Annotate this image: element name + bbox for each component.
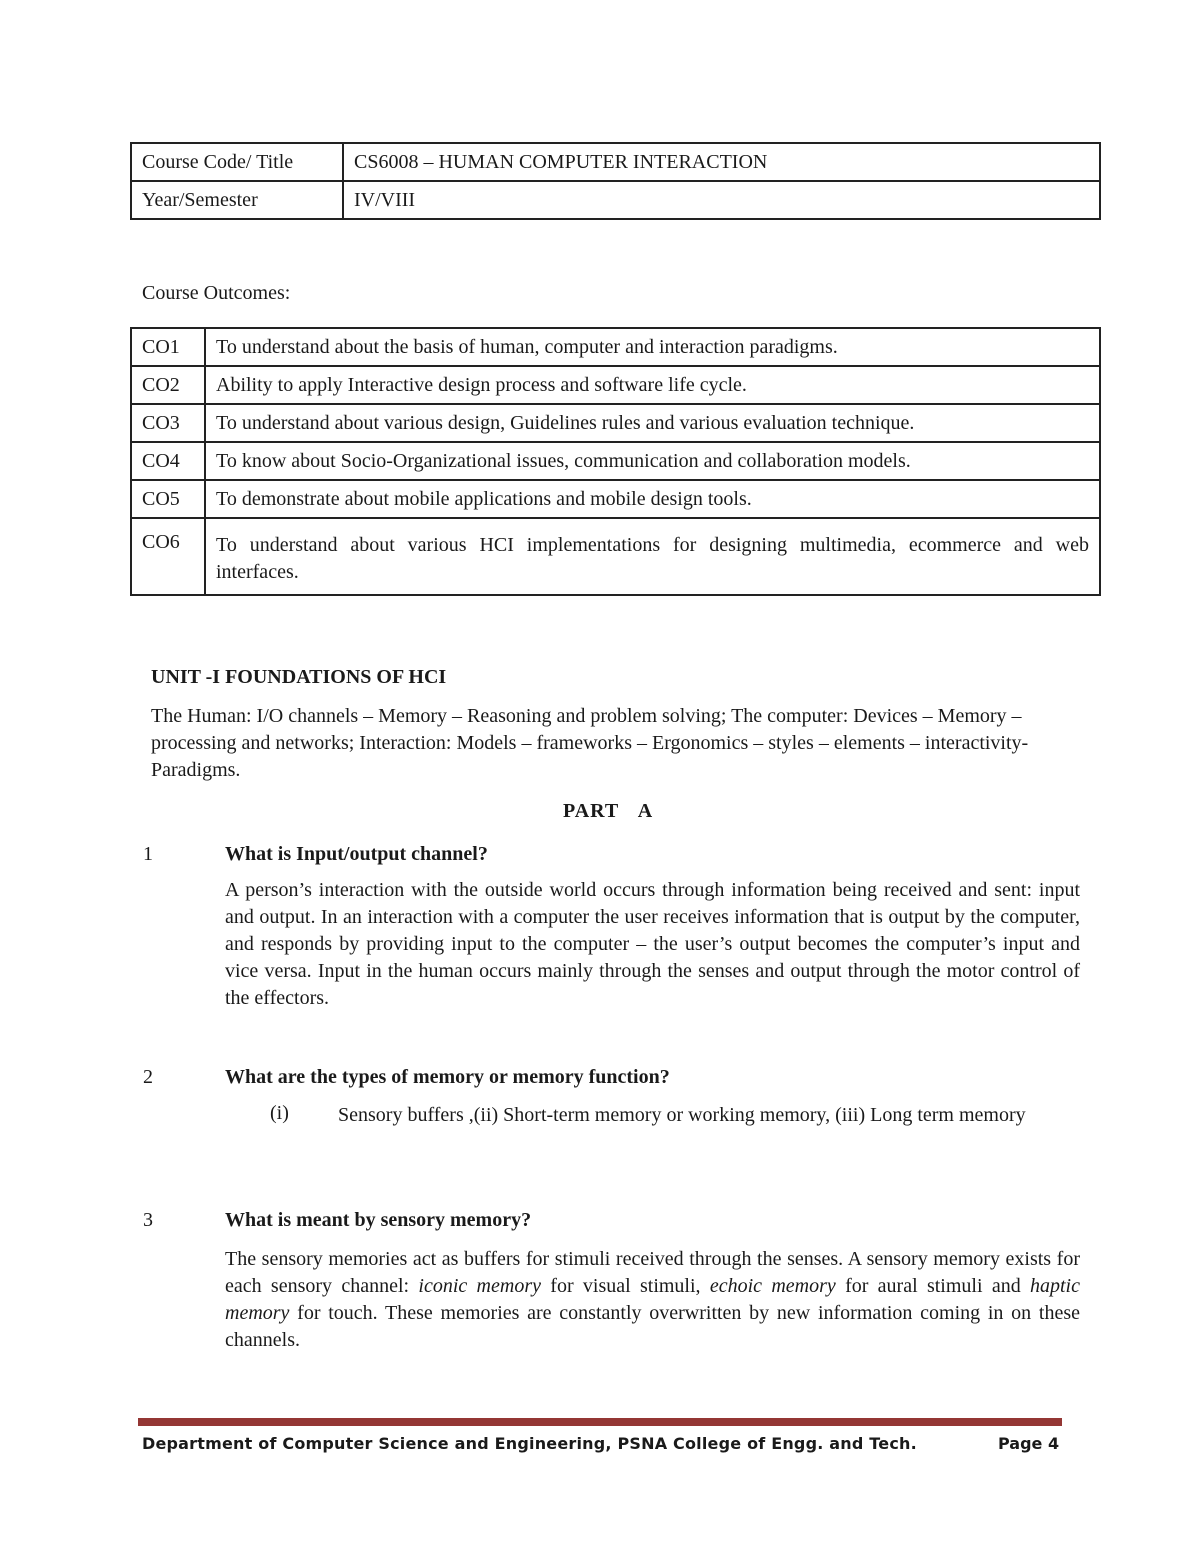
co-description: To understand about various design, Guidelines rules and various evaluation technique. xyxy=(205,404,1100,442)
table-row xyxy=(131,328,1100,366)
list-marker: (i) xyxy=(270,1102,289,1124)
co-id: CO5 xyxy=(131,480,205,518)
emphasis-iconic-memory: iconic memory xyxy=(418,1275,541,1297)
co-id: CO1 xyxy=(131,328,205,366)
answer-text: A person’s interaction with the outside world occurs through information being received and sent: input and output. In an interaction with a computer the user receives information that is output by the computer, and responds by providing input to the computer – the user’s output becomes the computer’s input and vice versa. Input in the human occurs mainly through the senses and output through the motor control of the effectors. xyxy=(225,879,1080,1009)
answer-segment: for aural stimuli and xyxy=(835,1275,1030,1297)
year-semester-value: IV/VIII xyxy=(343,181,1100,219)
table-row xyxy=(131,181,1100,219)
question-title: What is meant by sensory memory? xyxy=(225,1209,532,1231)
answer-text xyxy=(225,1246,1080,1354)
footer-rule xyxy=(138,1418,1062,1426)
part-heading: PART A xyxy=(563,800,654,822)
question-title: What are the types of memory or memory function? xyxy=(225,1066,670,1088)
course-outcomes-table xyxy=(130,327,1101,596)
table-row xyxy=(131,442,1100,480)
co-id: CO6 xyxy=(131,518,205,595)
year-semester-label: Year/Semester xyxy=(131,181,343,219)
unit-title: UNIT -I FOUNDATIONS OF HCI xyxy=(151,666,447,688)
emphasis-haptic-memory: haptic memory xyxy=(225,1275,1080,1324)
answer-segment: for visual stimuli, xyxy=(540,1275,710,1297)
unit-syllabus: The Human: I/O channels – Memory – Reasoning and problem solving; The computer: Devices – Memory – processing and networks; Interaction: Models – frameworks – Ergonomics – styles – elements – interactivity- Paradigms. xyxy=(151,705,1029,781)
question-number: 3 xyxy=(143,1209,153,1231)
table-row xyxy=(131,366,1100,404)
emphasis-echoic-memory: echoic memory xyxy=(709,1275,836,1297)
answer-segment: The sensory memories act as buffers for stimuli received through the senses. A sensory memory exists for each sensory channel: xyxy=(225,1248,1080,1297)
list-item: Sensory buffers ,(ii) Short-term memory or working memory, (iii) Long term memory xyxy=(338,1104,1026,1126)
co-description: Ability to apply Interactive design process and software life cycle. xyxy=(205,366,1100,404)
page-number: Page 4 xyxy=(998,1434,1060,1453)
table-row xyxy=(131,518,1100,595)
co-id: CO3 xyxy=(131,404,205,442)
co-id: CO2 xyxy=(131,366,205,404)
co-description: To demonstrate about mobile applications and mobile design tools. xyxy=(205,480,1100,518)
co-description: To understand about various HCI implementations for designing multimedia, ecommerce and web interfaces. xyxy=(205,518,1100,595)
course-info-table xyxy=(130,142,1101,220)
co-description: To understand about the basis of human, computer and interaction paradigms. xyxy=(205,328,1100,366)
footer-department: Department of Computer Science and Engineering, PSNA College of Engg. and Tech. xyxy=(142,1434,917,1453)
course-code-label: Course Code/ Title xyxy=(131,143,343,181)
table-row xyxy=(131,143,1100,181)
question-number: 2 xyxy=(143,1066,153,1088)
question-number: 1 xyxy=(143,843,153,865)
answer-segment: for touch. These memories are constantly overwritten by new information coming in on these channels. xyxy=(225,1302,1080,1351)
co-id: CO4 xyxy=(131,442,205,480)
course-outcomes-heading: Course Outcomes: xyxy=(142,282,291,304)
question-title: What is Input/output channel? xyxy=(225,843,488,865)
course-code-value: CS6008 – HUMAN COMPUTER INTERACTION xyxy=(343,143,1100,181)
table-row xyxy=(131,480,1100,518)
co-description: To know about Socio-Organizational issues, communication and collaboration models. xyxy=(205,442,1100,480)
table-row xyxy=(131,404,1100,442)
